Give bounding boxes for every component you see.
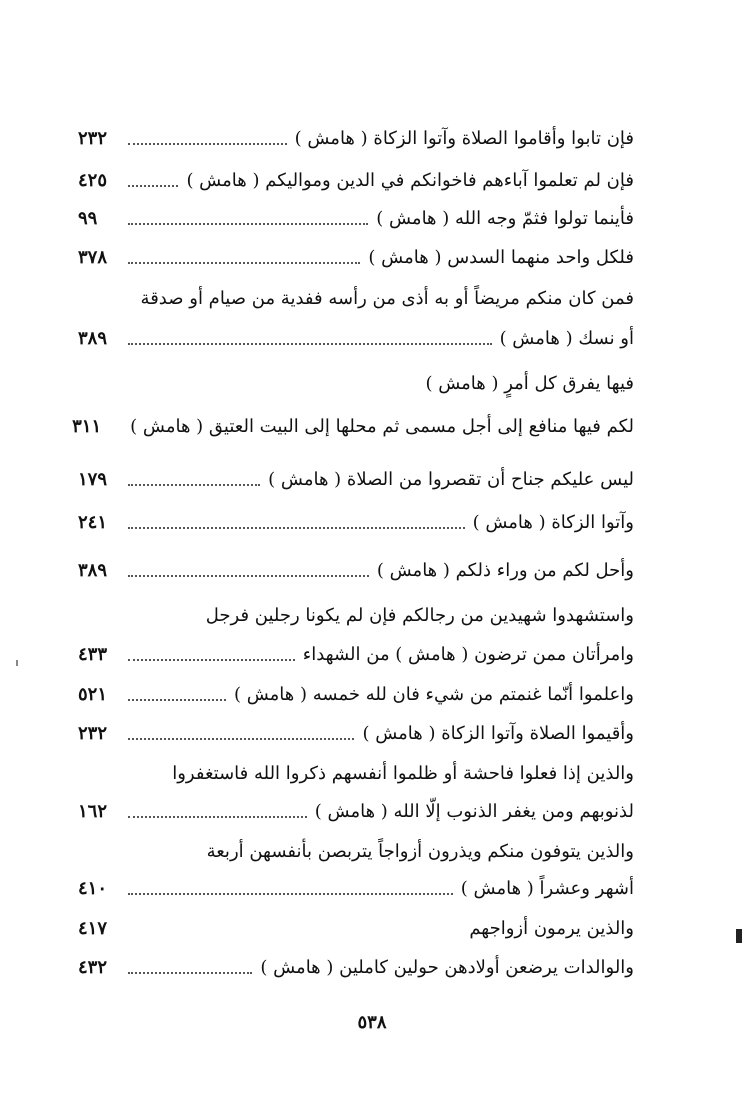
index-entry: [78, 163, 634, 197]
entry-text: لذنوبهم ومن يغفر الذنوب إلّا الله ( هامش ): [314, 800, 634, 822]
entry-page-number: ٢٣٢: [78, 127, 108, 149]
index-entry: [78, 871, 634, 905]
index-entry: [78, 716, 634, 750]
index-entry: [78, 201, 634, 235]
index-entry: [78, 911, 634, 945]
entry-text: والذين يتوفون منكم ويذرون أزواجاً يتربصن بأنفسهن أربعة: [206, 840, 634, 862]
entry-text: فإن تابوا وأقاموا الصلاة وآتوا الزكاة ( هامش ): [294, 127, 634, 149]
dot-leader: [128, 262, 360, 264]
dot-leader: [128, 484, 260, 486]
entry-text: أشهر وعشراً ( هامش ): [460, 877, 634, 899]
index-entry: [78, 794, 634, 828]
dot-leader: [128, 659, 295, 661]
dot-leader: [128, 699, 226, 701]
entry-text: فلكل واحد منهما السدس ( هامش ): [368, 246, 634, 268]
entry-text: والذين إذا فعلوا فاحشة أو ظلموا أنفسهم ذكروا الله فاستغفروا: [172, 762, 634, 784]
entry-text: وأحل لكم من وراء ذلكم ( هامش ): [376, 559, 634, 581]
entry-text: ليس عليكم جناح أن تقصروا من الصلاة ( هامش ): [268, 468, 634, 490]
entry-text: فمن كان منكم مريضاً أو به أذى من رأسه ففدية من صيام أو صدقة: [140, 287, 634, 309]
entry-page-number: ٤١٧: [78, 917, 108, 939]
index-entry-continued: [78, 598, 634, 632]
entry-page-number: ٣٨٩: [78, 559, 108, 581]
entry-text: فإن لم تعلموا آباءهم فاخوانكم في الدين ومواليكم ( هامش ): [186, 169, 634, 191]
entry-page-number: ٢٣٢: [78, 722, 108, 744]
entry-page-number: ٤٣٢: [78, 956, 108, 978]
dot-leader: [128, 223, 368, 225]
entry-text: فيها يفرق كل أمرٍ ( هامش ): [425, 372, 634, 394]
entry-page-number: ٤٢٥: [78, 169, 108, 191]
entry-page-number: ٥٢١: [78, 683, 108, 705]
page-number: ٥٣٨: [357, 1012, 387, 1033]
index-entry-continued: [78, 281, 634, 315]
index-entry: [78, 462, 634, 496]
index-entry: [78, 321, 634, 355]
index-entry-continued: [78, 366, 634, 400]
dot-leader: [128, 185, 178, 187]
dot-leader: [128, 527, 465, 529]
scan-mark: [736, 929, 742, 943]
entry-text: فأينما تولوا فثمّ وجه الله ( هامش ): [376, 207, 634, 229]
index-entry-continued: [78, 834, 634, 868]
dot-leader: [128, 143, 287, 145]
entry-text: والذين يرمون أزواجهم: [469, 917, 634, 939]
entry-text: وامرأتان ممن ترضون ( هامش ) من الشهداء: [302, 643, 634, 665]
entry-page-number: ٣١١: [72, 415, 102, 437]
dot-leader: [128, 816, 307, 818]
dot-leader: [128, 972, 252, 974]
index-entry: [78, 240, 634, 274]
entry-text: أو نسك ( هامش ): [499, 327, 634, 349]
index-entry: [72, 409, 634, 443]
entry-text: وأقيموا الصلاة وآتوا الزكاة ( هامش ): [362, 722, 634, 744]
entry-page-number: ١٧٩: [78, 468, 108, 490]
dot-leader: [128, 738, 354, 740]
index-entry: [78, 637, 634, 671]
entry-text: واستشهدوا شهيدين من رجالكم فإن لم يكونا رجلين فرجل: [205, 604, 634, 626]
entry-page-number: ٣٨٩: [78, 327, 108, 349]
scan-mark: [16, 660, 18, 666]
entry-page-number: ٣٧٨: [78, 246, 108, 268]
dot-leader: [128, 343, 492, 345]
index-entry: [78, 950, 634, 984]
entry-text: لكم فيها منافع إلى أجل مسمى ثم محلها إلى البيت العتيق ( هامش ): [130, 415, 634, 437]
dot-leader: [128, 933, 461, 935]
entry-text: واعلموا أنّما غنمتم من شيء فان لله خمسه ( هامش ): [233, 683, 634, 705]
dot-leader: [128, 575, 369, 577]
entry-page-number: ١٦٢: [78, 800, 108, 822]
index-entry: [78, 121, 634, 155]
dot-leader: [128, 893, 453, 895]
entry-text: وآتوا الزكاة ( هامش ): [472, 511, 634, 533]
entry-page-number: ٢٤١: [78, 511, 108, 533]
entry-text: والوالدات يرضعن أولادهن حولين كاملين ( هامش ): [260, 956, 634, 978]
index-entry-continued: [78, 756, 634, 790]
entry-page-number: ٤٣٣: [78, 643, 108, 665]
index-entry: [78, 505, 634, 539]
entry-page-number: ٤١٠: [78, 877, 108, 899]
entry-page-number: ٩٩: [78, 207, 98, 229]
index-entry: [78, 553, 634, 587]
index-entry: [78, 677, 634, 711]
